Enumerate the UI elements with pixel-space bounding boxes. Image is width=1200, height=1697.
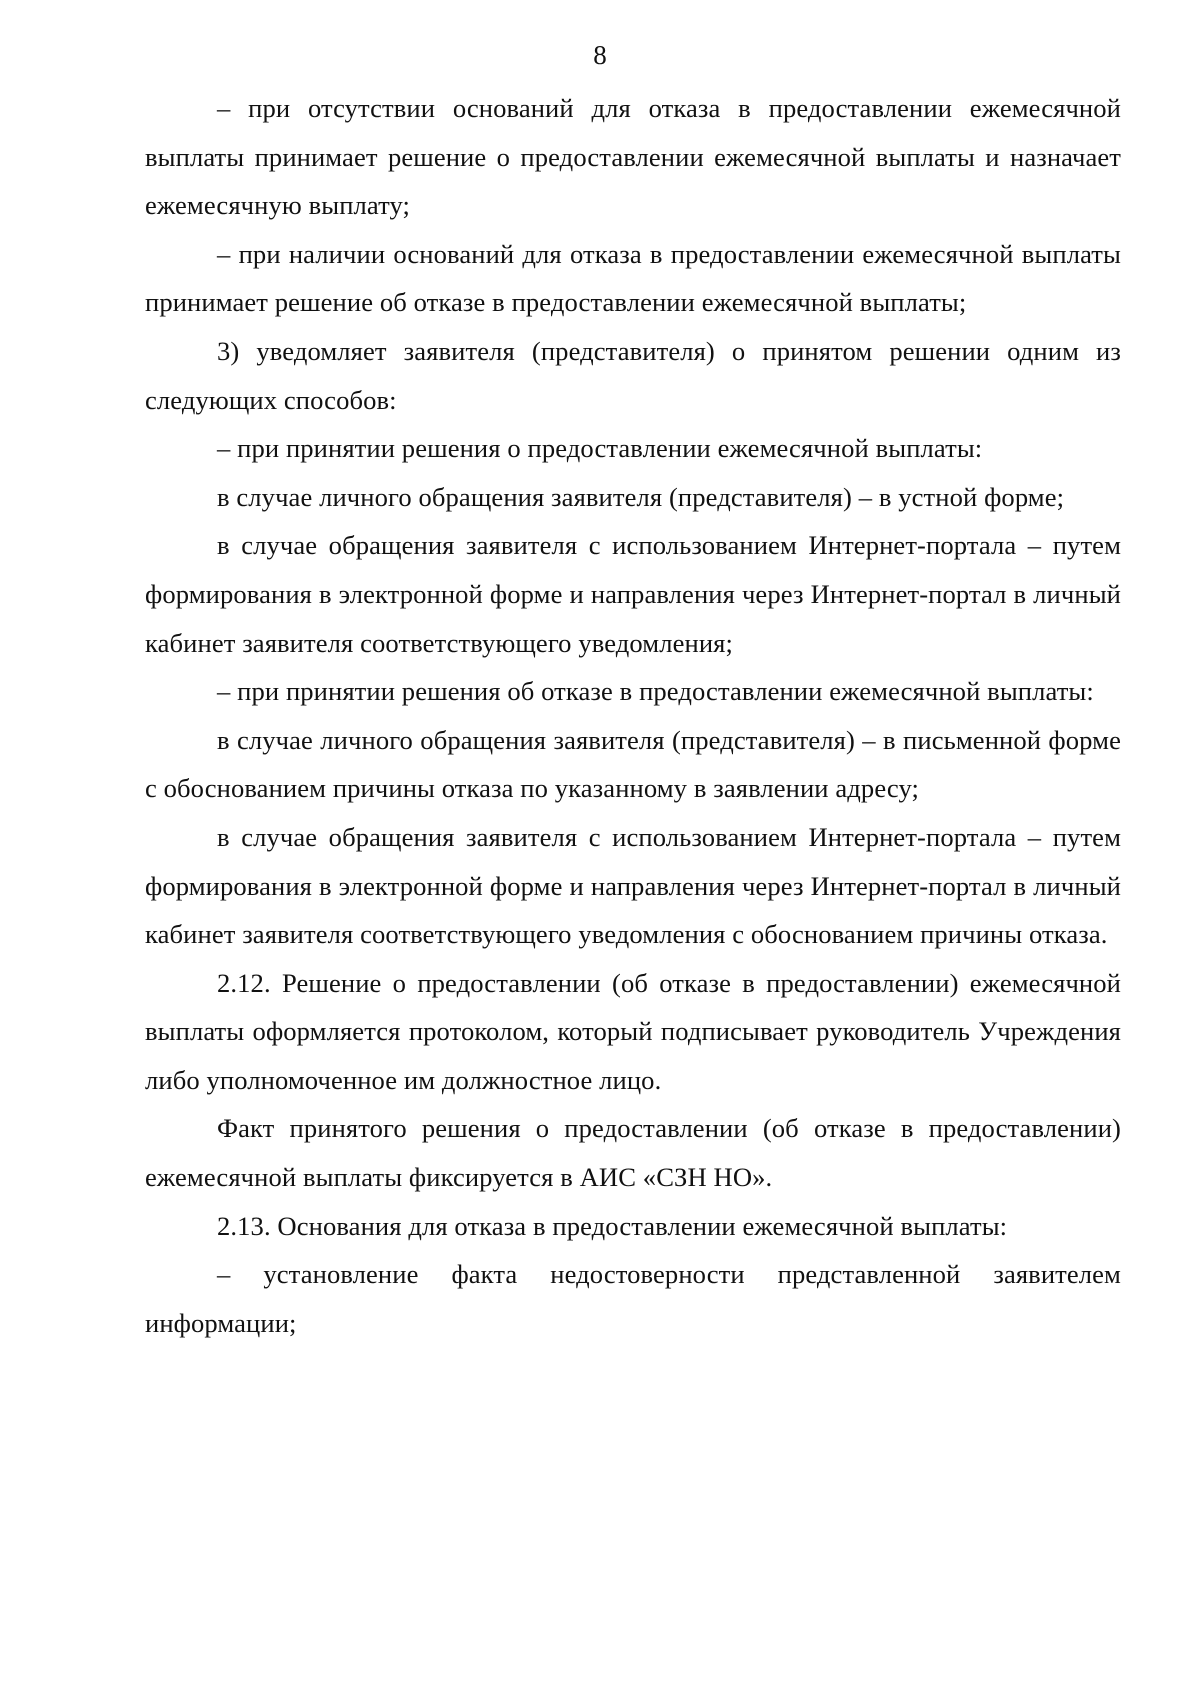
section-2-12: 2.12. Решение о предоставлении (об отказе в предоставлении) ежемесячной выплаты оформляется протоколом, который подписывает руководитель Учреждения либо уполномоченное им должностное лицо.: [145, 967, 1121, 1095]
paragraph-portal-refusal-notice: в случае обращения заявителя с использованием Интернет-портала – путем формирования в электронной форме и направления через Интернет-портал в личный кабинет заявителя соответствующего уведомления с обоснованием причины отказа.: [145, 821, 1121, 950]
paragraph-portal-notice: в случае обращения заявителя с использованием Интернет-портала – путем формирования в электронной форме и направления через Интернет-портал в личный кабинет заявителя соответствующего уведомления;: [145, 530, 1121, 658]
document-body: [145, 84, 1121, 1347]
paragraph-notify-applicant: 3) уведомляет заявителя (представителя) о принятом решении одним из следующих способов:: [145, 335, 1121, 415]
paragraph-personal-oral: в случае личного обращения заявителя (представителя) – в устной форме;: [217, 481, 1065, 512]
paragraph-grounds-refusal: – при наличии оснований для отказа в предоставлении ежемесячной выплаты принимает решение об отказе в предоставлении ежемесячной выплаты;: [145, 238, 1121, 318]
page-number: 8: [593, 40, 607, 70]
paragraph-no-grounds-refusal: – при отсутствии оснований для отказа в предоставлении ежемесячной выплаты принимает решение о предоставлении ежемесячной выплаты и назначает ежемесячную выплату;: [145, 93, 1121, 221]
paragraph-decision-recorded: Факт принятого решения о предоставлении (об отказе в предоставлении) ежемесячной выплаты фиксируется в АИС «СЗН НО».: [145, 1113, 1121, 1193]
paragraph-decision-granted: – при принятии решения о предоставлении ежемесячной выплаты:: [217, 433, 983, 464]
section-2-13: 2.13. Основания для отказа в предоставлении ежемесячной выплаты:: [217, 1210, 1008, 1241]
paragraph-decision-refused: – при принятии решения об отказе в предоставлении ежемесячной выплаты:: [217, 676, 1094, 707]
paragraph-personal-written: в случае личного обращения заявителя (представителя) – в письменной форме с обоснованием причины отказа по указанному в заявлении адресу;: [145, 724, 1121, 804]
paragraph-false-information: – установление факта недостоверности представленной заявителем информации;: [145, 1259, 1121, 1338]
